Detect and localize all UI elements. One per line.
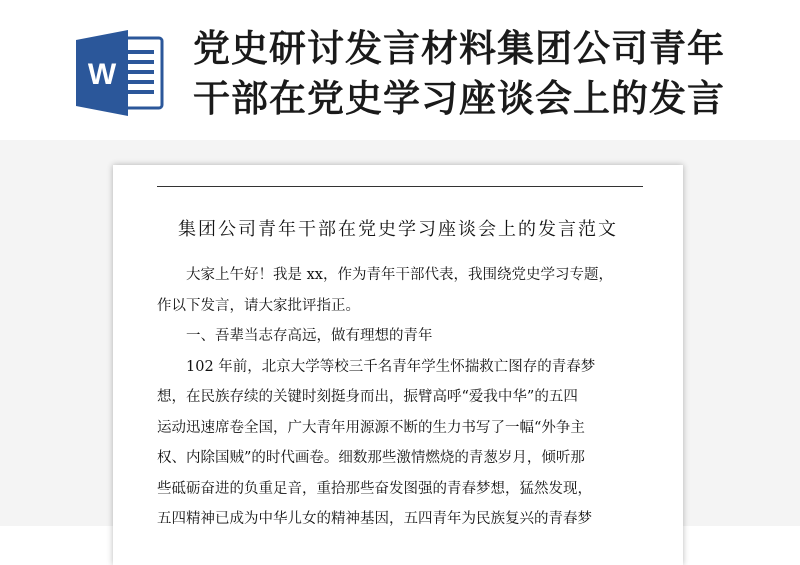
banner-title-line-2: 干部在党史学习座谈会上的发言 (193, 77, 725, 120)
banner-title (193, 24, 753, 124)
paragraph-line: 五四精神已成为中华儿女的精神基因，五四青年为民族复兴的青春梦 (157, 511, 592, 527)
banner (0, 0, 800, 140)
paragraph-line: 权、内除国贼”的时代画卷。细数那些激情燃烧的青葱岁月，倾听那 (157, 450, 585, 466)
paragraph-line: 想，在民族存续的关键时刻挺身而出，振臂高呼“爱我中华”的五四 (157, 389, 578, 405)
paragraph-line: 作以下发言，请大家批评指正。 (157, 297, 360, 314)
document-body (157, 260, 643, 535)
paragraph-line: 102 年前，北京大学等校三千名青年学生怀揣救亡图存的青春梦 (186, 358, 596, 375)
document-title: 集团公司青年干部在党史学习座谈会上的发言范文 (178, 219, 618, 240)
section-heading: 一、吾辈当志存高远，做有理想的青年 (186, 328, 433, 344)
paragraph-line: 运动迅速席卷全国，广大青年用源源不断的生力书写了一幅“外争主 (157, 419, 585, 436)
word-document-icon (74, 30, 166, 116)
word-icon-letter: W (87, 58, 117, 91)
paragraph-line: 些砥砺奋进的负重足音，重拾那些奋发图强的青春梦想，猛然发现， (157, 480, 592, 497)
document-preview-area (0, 140, 800, 526)
header-rule (157, 186, 643, 187)
paragraph-line: 大家上午好！我是 xx，作为青年干部代表，我围绕党史学习专题， (186, 267, 613, 283)
document-page (113, 165, 683, 565)
banner-title-line-1: 党史研讨发言材料集团公司青年 (193, 27, 725, 70)
